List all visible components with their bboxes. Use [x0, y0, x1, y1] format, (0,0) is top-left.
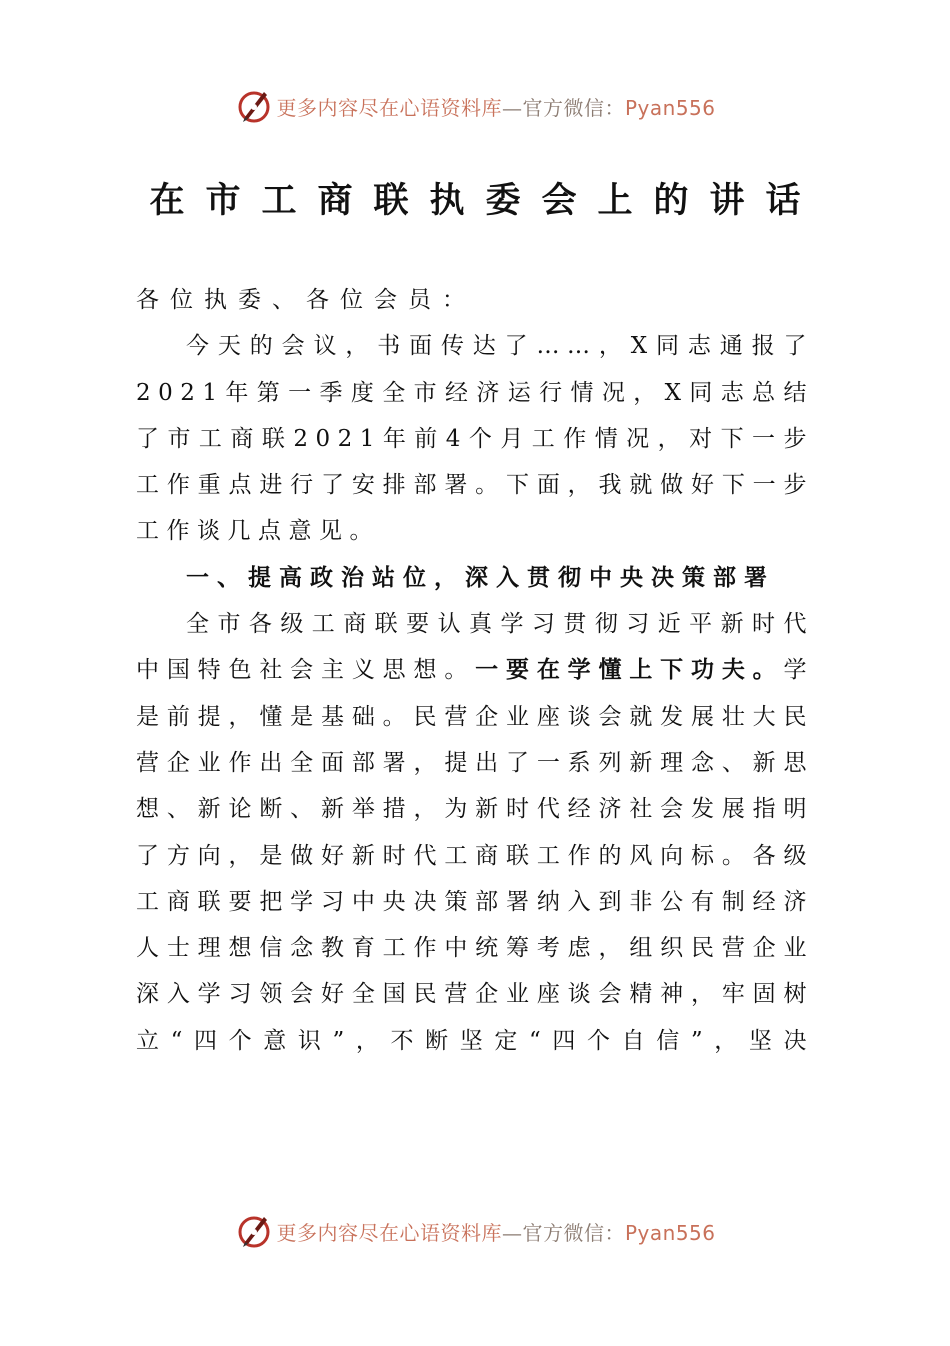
watermark-main: 更多内容尽在心语资料库 [276, 1220, 502, 1245]
section-1-rest: 学是前提，懂是基础。民营企业座谈会就发展壮大民营企业作出全面部署，提出了一系列新理念、新思想、新论断、新举措，为新时代经济社会发展指明了方向，是做好新时代工商联工作的风向标。各级工商联要把学习中央决策部署纳入到非公有制经济人士理想信念教育工作中统筹考虑，组织民营企业深入学习领会好全国民营企业座谈会精神，牢固树立“四个意识”，不断坚定“四个自信”，坚决 [136, 657, 815, 1054]
section-heading-1: 一、提高政治站位，深入贯彻中央决策部署 [186, 563, 775, 591]
salutation: 各位执委、各位会员： [136, 287, 476, 313]
intro-paragraph: 今天的会议，书面传达了……，X同志通报了2021年第一季度全市经济运行情况，X同志总结了市工商联2021年前4个月工作情况，对下一步工作重点进行了安排部署。下面，我就做好下一步工作谈几点意见。 [136, 333, 814, 545]
section-1-bold-point: 一要在学懂上下功夫。 [475, 656, 784, 684]
pen-logo-icon [234, 1211, 274, 1251]
watermark-dash: —官方微信： [501, 1220, 625, 1245]
watermark-banner-bottom [0, 1209, 950, 1253]
section-1-lead: 全市各级工商联要认真学习贯彻习近平新时代中国特色社会主义思想。 [136, 611, 814, 684]
watermark-main: 更多内容尽在心语资料库 [276, 95, 502, 120]
watermark-text [276, 92, 715, 121]
document-body [136, 277, 814, 1064]
watermark-wechat-id: Pyan556 [624, 1220, 716, 1245]
watermark-text [276, 1217, 715, 1246]
document-title: 在市工商联执委会上的讲话 [149, 180, 822, 221]
pen-logo-icon [234, 86, 274, 126]
section-1-paragraph [136, 601, 814, 1064]
watermark-banner-top [0, 84, 950, 128]
watermark-dash: —官方微信： [501, 95, 625, 120]
watermark-wechat-id: Pyan556 [624, 95, 716, 120]
